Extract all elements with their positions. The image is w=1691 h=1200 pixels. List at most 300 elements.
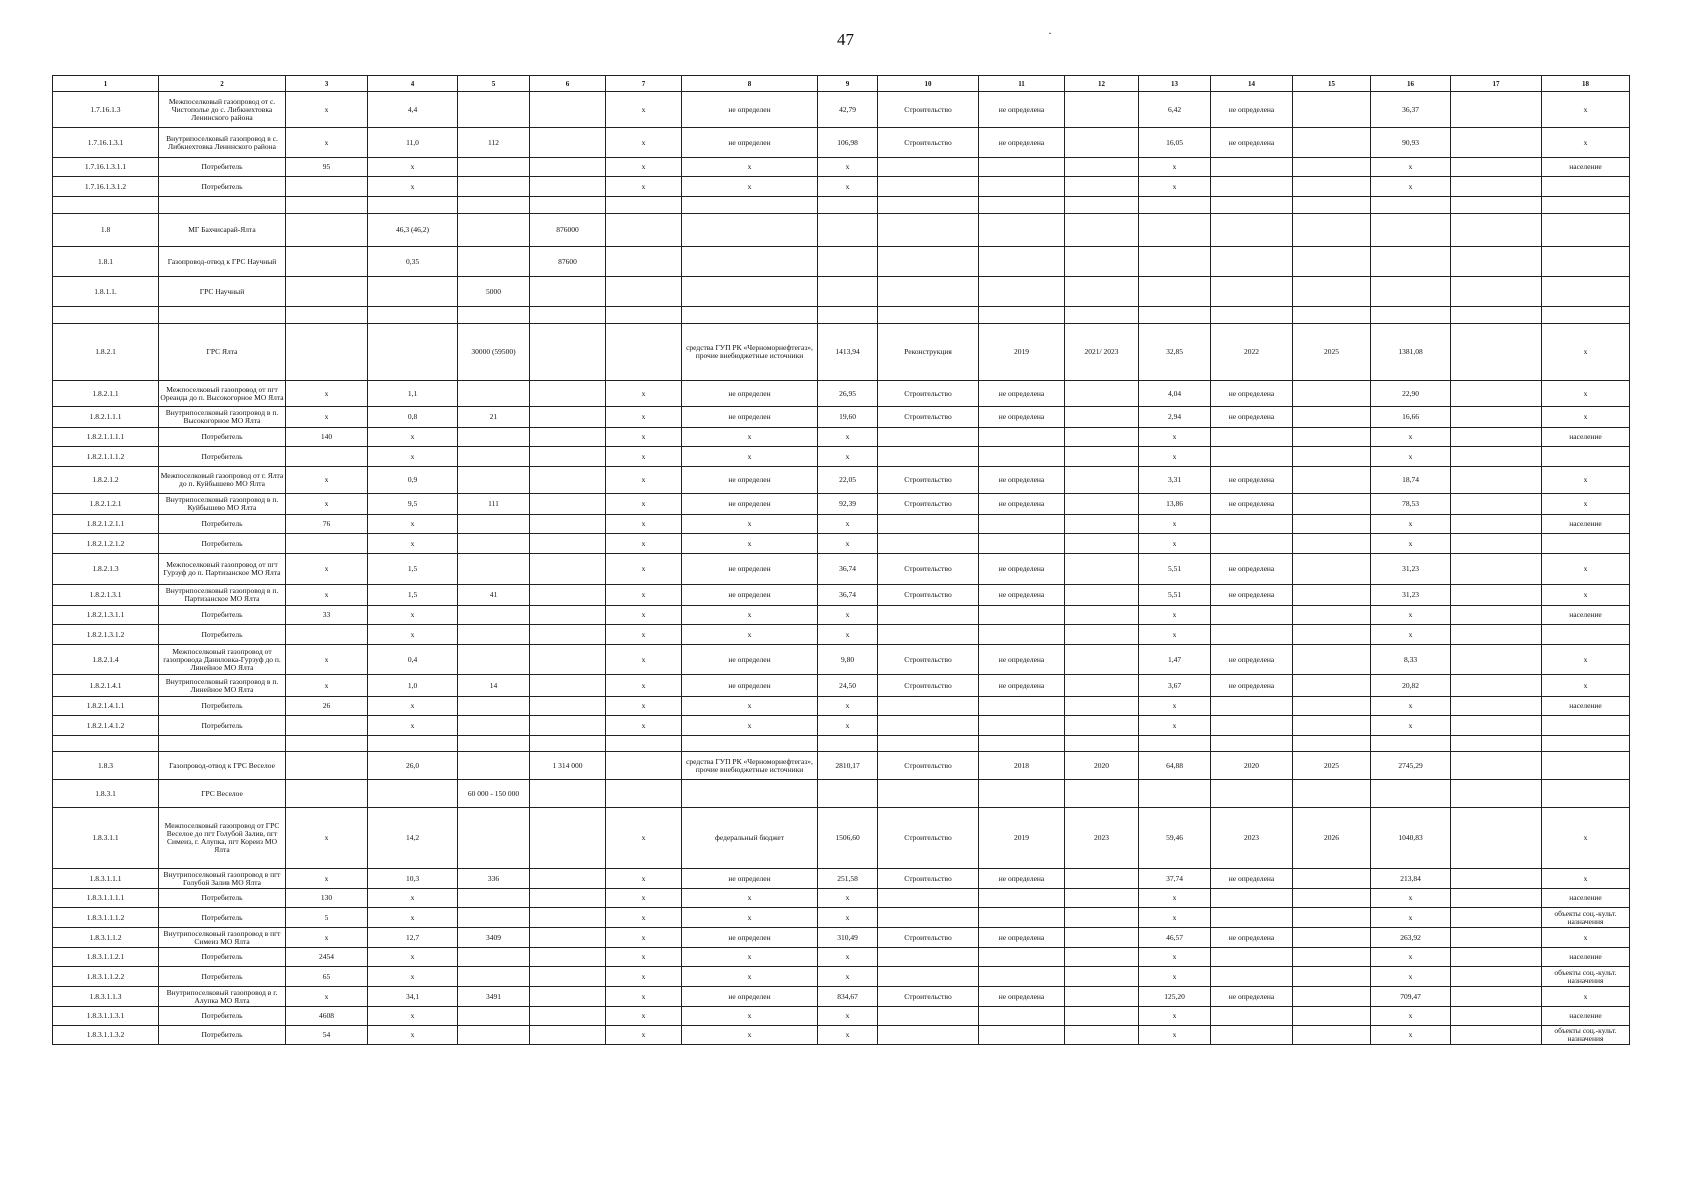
table-cell — [286, 177, 368, 197]
table-cell — [1293, 494, 1371, 515]
table-cell — [1451, 967, 1542, 987]
table-cell: 65 — [286, 967, 368, 987]
table-cell: 30000 (59500) — [458, 324, 530, 381]
table-cell — [979, 697, 1065, 716]
table-cell: объекты соц.-культ. назначения — [1542, 967, 1630, 987]
table-cell: население — [1542, 158, 1630, 177]
table-cell — [979, 515, 1065, 534]
table-cell: х — [1371, 158, 1451, 177]
table-cell: не определена — [979, 645, 1065, 675]
table-cell: не определен — [682, 467, 818, 494]
table-cell: Потребитель — [159, 625, 286, 645]
table-cell: не определена — [1211, 585, 1293, 606]
table-cell — [159, 307, 286, 324]
table-cell: х — [818, 1026, 878, 1045]
table-cell: 6,42 — [1139, 92, 1211, 128]
table-cell: х — [818, 1007, 878, 1026]
table-cell — [979, 1026, 1065, 1045]
table-cell — [1139, 214, 1211, 247]
table-cell: х — [606, 554, 682, 585]
table-cell: х — [1371, 606, 1451, 625]
table-cell — [286, 214, 368, 247]
table-cell — [530, 908, 606, 928]
table-cell: х — [1371, 716, 1451, 736]
table-cell — [1065, 948, 1139, 967]
table-cell: х — [1371, 177, 1451, 197]
table-cell — [1139, 277, 1211, 307]
table-cell: 1.7.16.1.3.1 — [53, 128, 159, 158]
table-cell: 4,4 — [368, 92, 458, 128]
table-cell: 26,95 — [818, 381, 878, 407]
table-cell — [1065, 381, 1139, 407]
table-cell: х — [818, 177, 878, 197]
table-cell: не определена — [979, 554, 1065, 585]
table-cell: 1.8.2.1.1 — [53, 381, 159, 407]
table-cell: х — [1542, 407, 1630, 428]
table-cell: 1,5 — [368, 554, 458, 585]
table-cell: не определена — [1211, 675, 1293, 697]
table-row — [53, 948, 1630, 967]
table-cell — [878, 948, 979, 967]
table-cell: 1 314 000 — [530, 752, 606, 780]
table-row — [53, 407, 1630, 428]
table-cell: 16,66 — [1371, 407, 1451, 428]
table-row — [53, 752, 1630, 780]
table-cell — [1065, 307, 1139, 324]
table-cell — [1293, 197, 1371, 214]
table-cell: 1.8.3.1.1.3.2 — [53, 1026, 159, 1045]
table-cell — [682, 307, 818, 324]
table-cell: х — [818, 158, 878, 177]
table-cell: 37,74 — [1139, 869, 1211, 889]
table-cell: 33 — [286, 606, 368, 625]
table-cell — [1065, 675, 1139, 697]
table-row — [53, 214, 1630, 247]
table-cell: х — [286, 407, 368, 428]
table-cell — [1293, 307, 1371, 324]
table-cell: не определен — [682, 675, 818, 697]
table-cell — [530, 736, 606, 752]
table-cell — [1211, 214, 1293, 247]
table-cell — [1542, 736, 1630, 752]
table-cell — [530, 554, 606, 585]
table-cell — [458, 967, 530, 987]
table-cell — [979, 889, 1065, 908]
table-cell — [1542, 534, 1630, 554]
table-cell: х — [682, 1026, 818, 1045]
table-cell: объекты соц.-культ. назначения — [1542, 1026, 1630, 1045]
table-cell — [606, 277, 682, 307]
table-cell — [1065, 697, 1139, 716]
table-cell — [53, 307, 159, 324]
table-cell — [1451, 128, 1542, 158]
table-cell — [1293, 447, 1371, 467]
table-cell: Строительство — [878, 494, 979, 515]
table-cell — [878, 736, 979, 752]
table-cell — [458, 467, 530, 494]
table-cell — [1293, 625, 1371, 645]
table-cell: х — [368, 606, 458, 625]
table-cell: Потребитель — [159, 447, 286, 467]
table-cell — [1065, 716, 1139, 736]
column-header: 17 — [1451, 76, 1542, 92]
table-cell: не определена — [979, 467, 1065, 494]
table-cell — [458, 697, 530, 716]
table-cell — [1371, 247, 1451, 277]
table-cell: объекты соц.-культ. назначения — [1542, 908, 1630, 928]
table-cell: 60 000 - 150 000 — [458, 780, 530, 808]
table-cell: х — [1542, 381, 1630, 407]
column-header: 4 — [368, 76, 458, 92]
table-cell — [1211, 177, 1293, 197]
table-cell: Потребитель — [159, 534, 286, 554]
table-cell: х — [1371, 697, 1451, 716]
table-cell: х — [286, 494, 368, 515]
table-cell: х — [606, 889, 682, 908]
table-cell — [979, 307, 1065, 324]
table-cell — [530, 928, 606, 948]
table-cell: х — [606, 808, 682, 869]
table-cell: Внутрипоселковый газопровод в п. Линейное МО Ялта — [159, 675, 286, 697]
table-cell — [1211, 697, 1293, 716]
table-cell — [1211, 158, 1293, 177]
table-cell — [979, 447, 1065, 467]
table-cell: х — [606, 625, 682, 645]
table-cell — [1542, 214, 1630, 247]
table-cell: 2021/ 2023 — [1065, 324, 1139, 381]
table-cell: х — [682, 716, 818, 736]
table-cell: 2745,29 — [1371, 752, 1451, 780]
table-cell: не определена — [979, 928, 1065, 948]
table-cell: Внутрипоселковый газопровод в пгт Голубой Залив МО Ялта — [159, 869, 286, 889]
table-cell: 3409 — [458, 928, 530, 948]
table-cell: х — [606, 1007, 682, 1026]
table-cell: х — [606, 515, 682, 534]
table-cell: ГРС Научный — [159, 277, 286, 307]
table-cell — [606, 307, 682, 324]
table-cell: х — [1139, 948, 1211, 967]
table-cell — [1451, 928, 1542, 948]
table-cell — [1139, 307, 1211, 324]
table-cell: не определена — [979, 407, 1065, 428]
table-cell: х — [1542, 92, 1630, 128]
table-cell — [458, 889, 530, 908]
table-cell — [606, 324, 682, 381]
table-cell: 1040,83 — [1371, 808, 1451, 869]
table-cell: х — [606, 158, 682, 177]
table-cell — [1451, 869, 1542, 889]
table-cell: 1.8.3.1.1.1 — [53, 869, 159, 889]
table-cell: 42,79 — [818, 92, 878, 128]
table-cell: Внутрипоселковый газопровод в п. Высокогорное МО Ялта — [159, 407, 286, 428]
table-cell — [1451, 324, 1542, 381]
table-cell — [1293, 675, 1371, 697]
table-cell: не определена — [1211, 928, 1293, 948]
table-cell: не определен — [682, 928, 818, 948]
table-cell: 1.7.16.1.3.1.2 — [53, 177, 159, 197]
table-cell — [458, 645, 530, 675]
table-cell: 0,9 — [368, 467, 458, 494]
table-cell — [1371, 307, 1451, 324]
table-cell — [1211, 534, 1293, 554]
table-cell: х — [368, 697, 458, 716]
table-cell — [1065, 1026, 1139, 1045]
table-cell: х — [606, 407, 682, 428]
table-cell: 140 — [286, 428, 368, 447]
table-cell: 1506,60 — [818, 808, 878, 869]
table-cell — [1065, 869, 1139, 889]
table-cell — [1451, 716, 1542, 736]
table-cell: 310,49 — [818, 928, 878, 948]
table-cell: не определена — [979, 869, 1065, 889]
table-cell: х — [1371, 534, 1451, 554]
table-cell — [1211, 736, 1293, 752]
table-cell — [1451, 645, 1542, 675]
table-cell — [458, 736, 530, 752]
table-cell: х — [1139, 158, 1211, 177]
table-cell — [1451, 675, 1542, 697]
table-cell — [1211, 606, 1293, 625]
table-cell — [1542, 307, 1630, 324]
table-cell: х — [1139, 1007, 1211, 1026]
table-cell: 130 — [286, 889, 368, 908]
table-cell: 876000 — [530, 214, 606, 247]
table-cell — [1293, 908, 1371, 928]
table-cell: х — [1139, 889, 1211, 908]
table-cell: Строительство — [878, 808, 979, 869]
table-cell: 13,86 — [1139, 494, 1211, 515]
table-cell: 2020 — [1211, 752, 1293, 780]
table-cell — [458, 515, 530, 534]
table-cell: Строительство — [878, 645, 979, 675]
table-cell — [1139, 247, 1211, 277]
table-cell: Потребитель — [159, 948, 286, 967]
table-cell — [878, 158, 979, 177]
table-cell — [1065, 447, 1139, 467]
table-cell: 213,84 — [1371, 869, 1451, 889]
table-cell: 1,5 — [368, 585, 458, 606]
table-cell: 78,53 — [1371, 494, 1451, 515]
table-cell: население — [1542, 948, 1630, 967]
table-cell: х — [1542, 467, 1630, 494]
table-row — [53, 515, 1630, 534]
table-cell — [1293, 128, 1371, 158]
table-cell: 2022 — [1211, 324, 1293, 381]
table-cell — [1211, 967, 1293, 987]
table-cell: 36,37 — [1371, 92, 1451, 128]
table-cell: не определена — [979, 92, 1065, 128]
table-cell: 5,51 — [1139, 585, 1211, 606]
table-cell — [1293, 214, 1371, 247]
table-cell — [53, 197, 159, 214]
table-row — [53, 381, 1630, 407]
table-row — [53, 92, 1630, 128]
table-cell — [979, 177, 1065, 197]
table-cell: не определен — [682, 645, 818, 675]
table-cell — [979, 277, 1065, 307]
table-cell — [1451, 889, 1542, 908]
table-cell — [1451, 606, 1542, 625]
table-cell — [1293, 467, 1371, 494]
table-cell — [1542, 177, 1630, 197]
table-cell — [878, 307, 979, 324]
table-row — [53, 467, 1630, 494]
table-cell: х — [606, 697, 682, 716]
table-cell: 18,74 — [1371, 467, 1451, 494]
table-row — [53, 987, 1630, 1007]
table-row — [53, 780, 1630, 808]
table-row — [53, 128, 1630, 158]
table-cell: Межпоселковый газопровод от ГРС Веселое до пгт Голубой Залив, пгт Симеиз, г. Алупка, пгт Кореиз МО Ялта — [159, 808, 286, 869]
table-cell — [458, 1007, 530, 1026]
table-cell: 8,33 — [1371, 645, 1451, 675]
table-cell: 2,94 — [1139, 407, 1211, 428]
table-cell — [1065, 177, 1139, 197]
table-cell: 95 — [286, 158, 368, 177]
table-cell: х — [818, 948, 878, 967]
table-cell — [1451, 197, 1542, 214]
table-cell — [1065, 277, 1139, 307]
table-cell — [530, 447, 606, 467]
table-cell — [979, 716, 1065, 736]
table-cell — [458, 752, 530, 780]
table-cell — [530, 467, 606, 494]
table-row — [53, 1007, 1630, 1026]
table-cell: 1.8.2.1.4.1.2 — [53, 716, 159, 736]
table-row — [53, 277, 1630, 307]
table-cell — [458, 447, 530, 467]
table-cell: не определен — [682, 554, 818, 585]
table-cell: не определена — [979, 128, 1065, 158]
table-cell: 2025 — [1293, 752, 1371, 780]
table-cell — [878, 697, 979, 716]
table-cell: Межпоселковый газопровод от с. Чистополье до с. Либкнехтовка Ленинского района — [159, 92, 286, 128]
table-cell — [1211, 197, 1293, 214]
table-cell — [1451, 1007, 1542, 1026]
table-cell — [458, 158, 530, 177]
table-cell: не определен — [682, 987, 818, 1007]
table-cell: х — [682, 534, 818, 554]
table-cell: х — [286, 467, 368, 494]
table-cell: Потребитель — [159, 158, 286, 177]
table-cell — [1293, 967, 1371, 987]
table-cell — [530, 177, 606, 197]
table-cell: Строительство — [878, 554, 979, 585]
table-cell — [1293, 987, 1371, 1007]
table-cell: х — [682, 606, 818, 625]
table-cell — [1371, 736, 1451, 752]
table-cell: х — [286, 869, 368, 889]
table-cell — [878, 967, 979, 987]
table-cell: Строительство — [878, 675, 979, 697]
table-cell — [979, 158, 1065, 177]
table-cell — [682, 197, 818, 214]
column-header: 10 — [878, 76, 979, 92]
table-cell: 5000 — [458, 277, 530, 307]
table-cell: 46,3 (46,2) — [368, 214, 458, 247]
table-cell: х — [1139, 515, 1211, 534]
table-cell — [1065, 158, 1139, 177]
table-cell: х — [1542, 675, 1630, 697]
table-cell — [1065, 1007, 1139, 1026]
table-cell: Межпоселковый газопровод от пгт Ореанда до п. Высокогорное МО Ялта — [159, 381, 286, 407]
table-cell: Потребитель — [159, 889, 286, 908]
table-cell: 31,23 — [1371, 585, 1451, 606]
table-cell — [530, 808, 606, 869]
table-cell: х — [818, 625, 878, 645]
table-cell: 1.8.3.1.1.3 — [53, 987, 159, 1007]
table-cell: 1.8.2.1.4.1 — [53, 675, 159, 697]
table-cell: не определена — [979, 585, 1065, 606]
table-cell — [159, 736, 286, 752]
table-cell — [530, 494, 606, 515]
table-cell: х — [682, 967, 818, 987]
table-cell — [878, 214, 979, 247]
table-cell — [1211, 1026, 1293, 1045]
table-cell: не определена — [979, 381, 1065, 407]
table-cell: х — [1139, 716, 1211, 736]
table-cell: Потребитель — [159, 908, 286, 928]
table-cell — [1065, 554, 1139, 585]
table-cell — [1293, 407, 1371, 428]
table-cell: х — [682, 158, 818, 177]
table-cell: 1.8.2.1.2 — [53, 467, 159, 494]
table-row — [53, 324, 1630, 381]
table-cell: х — [1542, 869, 1630, 889]
table-cell — [818, 214, 878, 247]
table-cell: х — [368, 625, 458, 645]
table-cell — [878, 428, 979, 447]
table-cell — [530, 1007, 606, 1026]
table-cell: 3491 — [458, 987, 530, 1007]
table-cell — [1293, 585, 1371, 606]
table-cell — [979, 780, 1065, 808]
table-cell — [286, 277, 368, 307]
table-cell: средства ГУП РК «Черноморнефтегаз», прочие внебюджетные источники — [682, 752, 818, 780]
table-cell — [1451, 987, 1542, 1007]
table-cell — [530, 307, 606, 324]
table-cell — [878, 780, 979, 808]
table-cell: 1.8.2.1.1.1 — [53, 407, 159, 428]
table-cell: Потребитель — [159, 1026, 286, 1045]
table-cell: население — [1542, 1007, 1630, 1026]
table-cell: х — [606, 428, 682, 447]
table-cell: федеральный бюджет — [682, 808, 818, 869]
table-cell — [286, 780, 368, 808]
column-header: 12 — [1065, 76, 1139, 92]
table-cell — [530, 606, 606, 625]
table-cell: х — [818, 967, 878, 987]
table-cell: Строительство — [878, 467, 979, 494]
table-cell — [1065, 585, 1139, 606]
table-cell: х — [286, 645, 368, 675]
table-cell: 2019 — [979, 808, 1065, 869]
table-cell: 19,60 — [818, 407, 878, 428]
table-cell — [530, 197, 606, 214]
table-cell: Потребитель — [159, 428, 286, 447]
table-cell — [458, 247, 530, 277]
table-cell — [979, 428, 1065, 447]
table-cell: 24,50 — [818, 675, 878, 697]
table-cell: 1.8.3.1.1.3.1 — [53, 1007, 159, 1026]
table-cell — [1065, 428, 1139, 447]
table-cell: х — [368, 158, 458, 177]
table-cell: ГРС Веселое — [159, 780, 286, 808]
table-cell — [286, 534, 368, 554]
column-header: 14 — [1211, 76, 1293, 92]
table-cell — [1065, 780, 1139, 808]
table-cell — [530, 645, 606, 675]
